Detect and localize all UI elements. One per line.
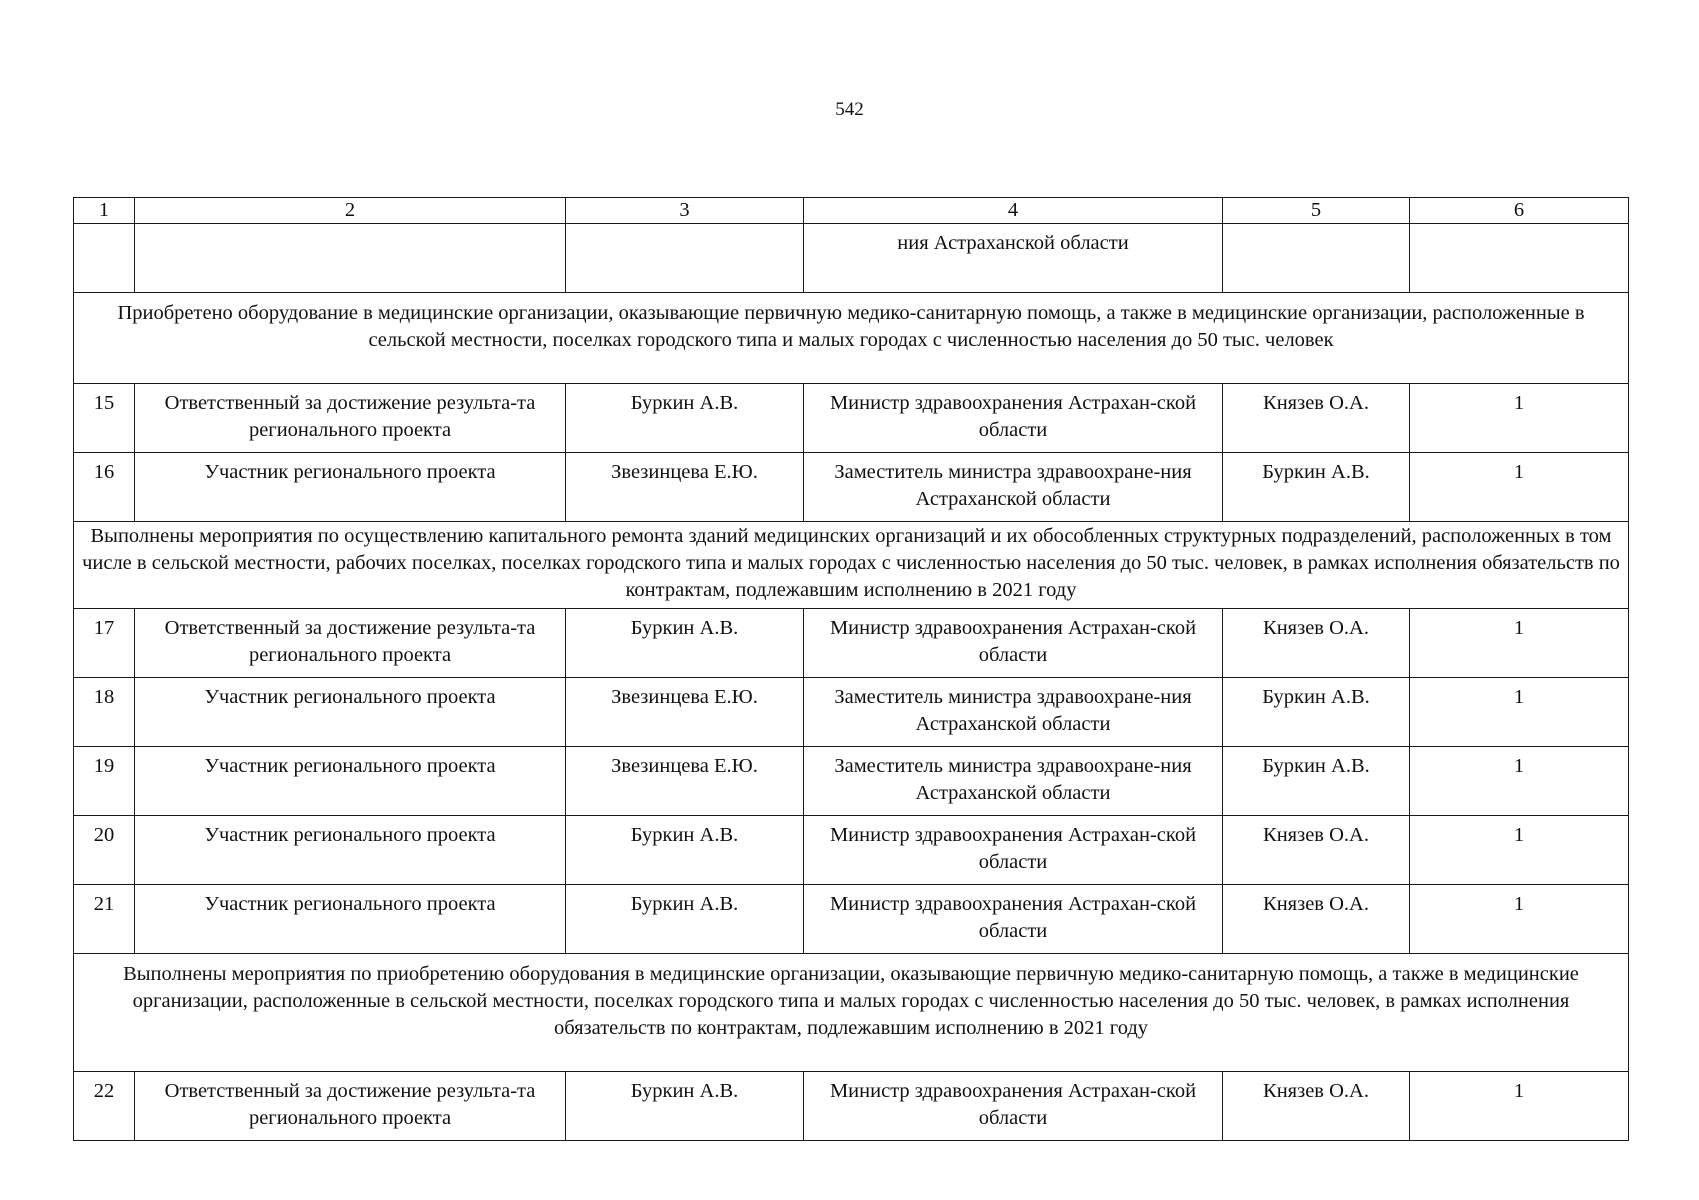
cell-person: Звезинцева Е.Ю. — [566, 747, 804, 816]
cell-num: 18 — [74, 678, 135, 747]
page-number: 542 — [835, 99, 864, 120]
column-header: 6 — [1410, 198, 1629, 224]
section-heading-row — [74, 293, 1629, 384]
cell-role: Участник регионального проекта — [135, 678, 566, 747]
cell-num: 20 — [74, 816, 135, 885]
table-row — [74, 747, 1629, 816]
cell-supervisor: Буркин А.В. — [1223, 747, 1410, 816]
section-heading: Приобретено оборудование в медицинские организации, оказывающие первичную медико-санитарную помощь, а также в медицинские организации, расположенные в сельской местности, поселках городского типа и малых городах с численностью населения до 50 тыс. человек — [74, 293, 1629, 384]
cell-person: Звезинцева Е.Ю. — [566, 453, 804, 522]
cell-position: Министр здравоохранения Астрахан-ской области — [804, 816, 1223, 885]
cell-supervisor: Буркин А.В. — [1223, 453, 1410, 522]
cell-value: 1 — [1410, 1072, 1629, 1141]
table-row — [74, 1072, 1629, 1141]
cell-value: 1 — [1410, 885, 1629, 954]
cell-num: 15 — [74, 384, 135, 453]
cell-role: Ответственный за достижение результа-та регионального проекта — [135, 609, 566, 678]
cell-person — [566, 224, 804, 293]
continuation-row — [74, 224, 1629, 293]
column-header: 4 — [804, 198, 1223, 224]
cell-supervisor: Князев О.А. — [1223, 609, 1410, 678]
cell-role: Участник регионального проекта — [135, 885, 566, 954]
responsibility-table — [73, 197, 1629, 1141]
table-row — [74, 384, 1629, 453]
column-header: 5 — [1223, 198, 1410, 224]
cell-person: Буркин А.В. — [566, 384, 804, 453]
cell-role: Ответственный за достижение результа-та регионального проекта — [135, 1072, 566, 1141]
section-heading: Выполнены мероприятия по приобретению оборудования в медицинские организации, оказывающие первичную медико-санитарную помощь, а также в медицинские организации, расположенные в сельской местности, поселках городского типа и малых городах с численностью населения до 50 тыс. человек, в рамках исполнения обязательств по контрактам, подлежавшим исполнению в 2021 году — [74, 954, 1629, 1072]
cell-value: 1 — [1410, 453, 1629, 522]
cell-value: 1 — [1410, 384, 1629, 453]
cell-supervisor: Князев О.А. — [1223, 1072, 1410, 1141]
cell-role: Участник регионального проекта — [135, 453, 566, 522]
cell-person: Буркин А.В. — [566, 816, 804, 885]
column-header: 3 — [566, 198, 804, 224]
column-header: 1 — [74, 198, 135, 224]
cell-supervisor: Князев О.А. — [1223, 816, 1410, 885]
cell-position: Министр здравоохранения Астрахан-ской области — [804, 1072, 1223, 1141]
cell-role: Ответственный за достижение результа-та регионального проекта — [135, 384, 566, 453]
cell-num: 16 — [74, 453, 135, 522]
cell-num: 17 — [74, 609, 135, 678]
table-row — [74, 816, 1629, 885]
table-row — [74, 678, 1629, 747]
table-row — [74, 885, 1629, 954]
cell-supervisor — [1223, 224, 1410, 293]
cell-num: 21 — [74, 885, 135, 954]
cell-position: ния Астраханской области — [804, 224, 1223, 293]
cell-position: Заместитель министра здравоохране-ния Астраханской области — [804, 747, 1223, 816]
cell-position: Заместитель министра здравоохране-ния Астраханской области — [804, 678, 1223, 747]
cell-position: Министр здравоохранения Астрахан-ской области — [804, 885, 1223, 954]
cell-role: Участник регионального проекта — [135, 816, 566, 885]
cell-person: Звезинцева Е.Ю. — [566, 678, 804, 747]
cell-role: Участник регионального проекта — [135, 747, 566, 816]
section-heading: Выполнены мероприятия по осуществлению капитального ремонта зданий медицинских организаций и их обособленных структурных подразделений, расположенных в том числе в сельской местности, рабочих поселках, поселках городского типа и малых городах с численностью населения до 50 тыс. человек, в рамках исполнения обязательств по контрактам, подлежавшим исполнению в 2021 году — [74, 522, 1629, 609]
cell-num — [74, 224, 135, 293]
cell-supervisor: Князев О.А. — [1223, 885, 1410, 954]
column-number-row — [74, 198, 1629, 224]
cell-person: Буркин А.В. — [566, 1072, 804, 1141]
cell-value: 1 — [1410, 678, 1629, 747]
table-row — [74, 453, 1629, 522]
cell-supervisor: Князев О.А. — [1223, 384, 1410, 453]
cell-value: 1 — [1410, 816, 1629, 885]
column-header: 2 — [135, 198, 566, 224]
section-heading-row — [74, 522, 1629, 609]
cell-position: Министр здравоохранения Астрахан-ской области — [804, 384, 1223, 453]
cell-value: 1 — [1410, 609, 1629, 678]
cell-value: 1 — [1410, 747, 1629, 816]
cell-role — [135, 224, 566, 293]
cell-num: 22 — [74, 1072, 135, 1141]
cell-person: Буркин А.В. — [566, 609, 804, 678]
cell-value — [1410, 224, 1629, 293]
section-heading-row — [74, 954, 1629, 1072]
table-row — [74, 609, 1629, 678]
cell-supervisor: Буркин А.В. — [1223, 678, 1410, 747]
cell-position: Министр здравоохранения Астрахан-ской области — [804, 609, 1223, 678]
cell-num: 19 — [74, 747, 135, 816]
cell-person: Буркин А.В. — [566, 885, 804, 954]
cell-position: Заместитель министра здравоохране-ния Астраханской области — [804, 453, 1223, 522]
